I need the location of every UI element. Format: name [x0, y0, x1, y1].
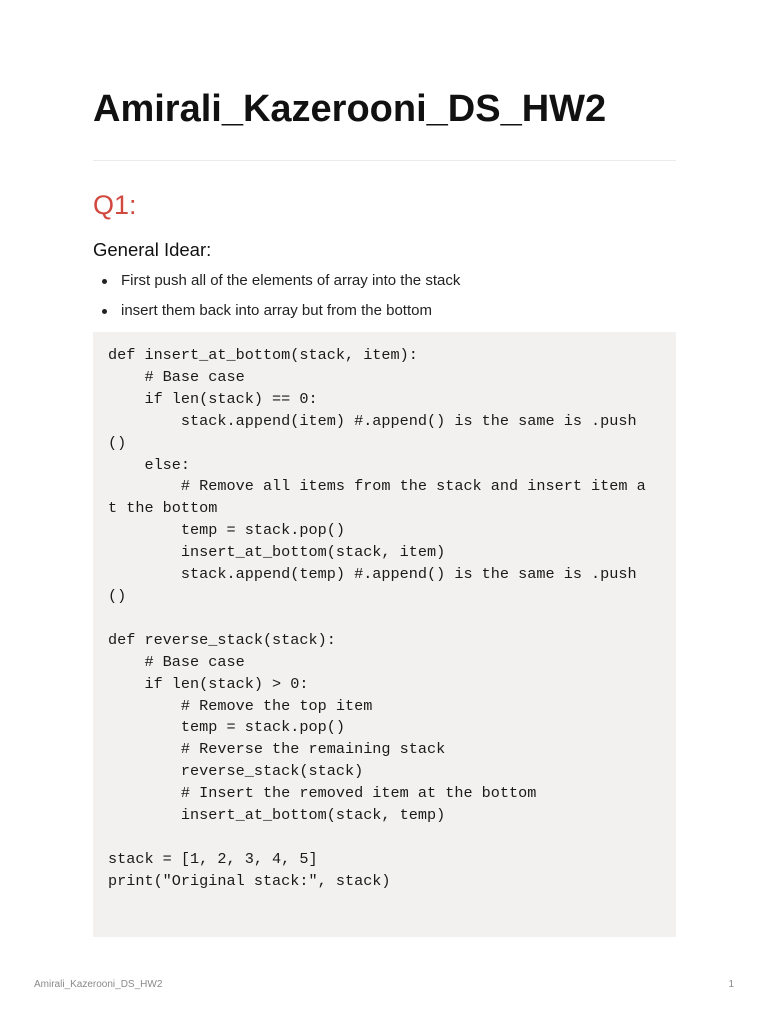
footer-page-number: 1 — [728, 979, 734, 990]
bullet-dot-icon — [102, 309, 107, 314]
idea-bullet-list — [93, 268, 676, 328]
title-divider — [93, 160, 676, 161]
footer-document-name: Amirali_Kazerooni_DS_HW2 — [34, 979, 163, 990]
list-item-text: insert them back into array but from the bottom — [121, 302, 432, 319]
question-heading: Q1: — [93, 190, 137, 220]
list-item — [93, 268, 676, 298]
list-item-text: First push all of the elements of array into the stack — [121, 272, 461, 289]
code-text[interactable]: def insert_at_bottom(stack, item): # Base case if len(stack) == 0: stack.append(item) #.append() is the same is .push () else: # Remove all items from the stack and insert item a t the bottom temp = stack.pop() insert_at_bottom(stack, item) stack.append(temp) #.append() is the same is .push () def reverse_stack(stack): # Base case if len(stack) > 0: # Remove the top item temp = stack.pop() # Reverse the remaining stack reverse_stack(stack) # Insert the removed item at the bottom insert_at_bottom(stack, temp) stack = [1, 2, 3, 4, 5] print("Original stack:", stack) — [108, 346, 646, 890]
code-block[interactable] — [93, 332, 676, 937]
bullet-dot-icon — [102, 279, 107, 284]
list-item — [93, 298, 676, 328]
section-subheading: General Idear: — [93, 239, 212, 260]
document-title: Amirali_Kazerooni_DS_HW2 — [93, 88, 607, 130]
